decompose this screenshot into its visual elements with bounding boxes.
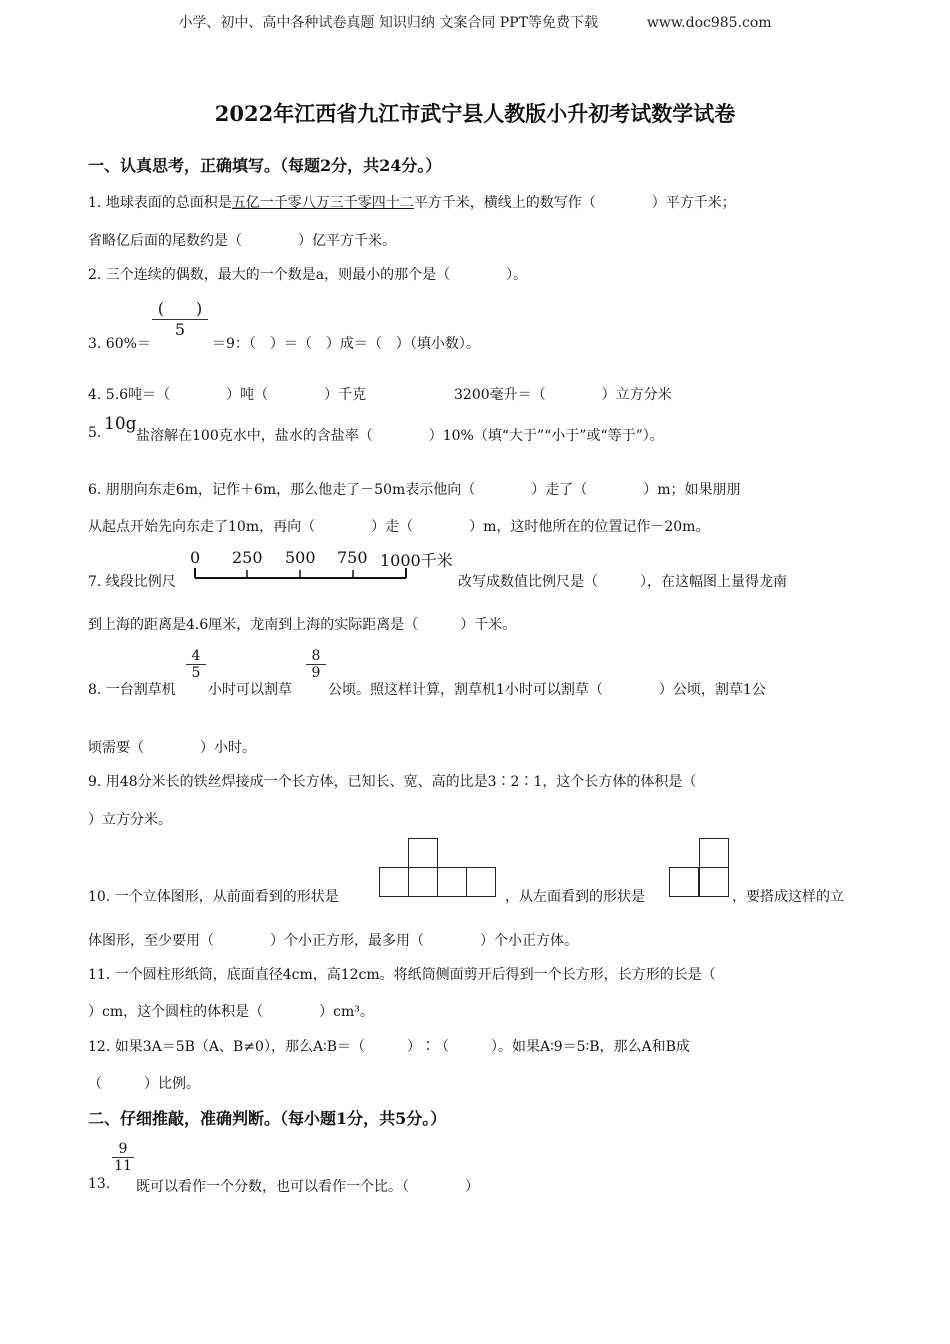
question-11-line-1: 11. 一个圆柱形纸筒，底面直径4cm，高12cm。将纸筒侧面剪开后得到一个长方形，长方形的长是（ bbox=[88, 967, 716, 983]
q8-fraction-1 bbox=[186, 648, 206, 681]
q3-fraction bbox=[152, 296, 208, 339]
question-1-line-2: 省略亿后面的尾数约是（ ）亿平方千米。 bbox=[88, 233, 396, 249]
q13-frac-den: 11 bbox=[114, 1158, 132, 1174]
q5-pre: 5. bbox=[88, 425, 102, 441]
left-view-cell bbox=[669, 867, 699, 897]
q3-frac-num: ( ) bbox=[157, 299, 203, 318]
front-view-cell bbox=[408, 838, 438, 868]
q3-frac-den: 5 bbox=[174, 320, 186, 339]
q8-fraction-2 bbox=[306, 648, 326, 681]
front-view-cell bbox=[379, 867, 409, 897]
q8-f2-num: 8 bbox=[311, 648, 321, 664]
question-1-line-1 bbox=[88, 192, 736, 212]
q13-post: 既可以看作一个分数，也可以看作一个比。（ ） bbox=[136, 1179, 479, 1195]
question-12-line-2: （ ）比例。 bbox=[88, 1076, 200, 1092]
q7-pre: 7. 线段比例尺 bbox=[88, 574, 176, 590]
q8-mid: 小时可以割草 bbox=[208, 682, 292, 698]
scale-label-1000: 1000千米 bbox=[380, 551, 453, 570]
q10-pre: 10. 一个立体图形，从前面看到的形状是 bbox=[88, 889, 339, 905]
q1-underlined: 五亿一千零八万三千零四十二 bbox=[231, 195, 414, 211]
question-11-line-2: ）cm，这个圆柱的体积是（ ）cm³。 bbox=[88, 1004, 374, 1020]
q13-frac-num: 9 bbox=[118, 1141, 128, 1157]
q8-f1-num: 4 bbox=[191, 648, 201, 664]
q8-post: 公顷。照这样计算，割草机1小时可以割草（ ）公顷，割草1公 bbox=[328, 682, 766, 698]
question-9-line-1: 9. 用48分米长的铁丝焊接成一个长方体，已知长、宽、高的比是3∶2∶1，这个长方体的体积是（ bbox=[88, 774, 697, 790]
question-2: 2. 三个连续的偶数，最大的一个数是a，则最小的那个是（ ）。 bbox=[88, 267, 528, 283]
q5-post: 盐溶解在100克水中，盐水的含盐率（ ）10%（填“大于”“小于”或“等于”）。 bbox=[136, 428, 664, 444]
front-view-cell bbox=[408, 867, 438, 897]
scale-label-750: 750 bbox=[337, 548, 368, 567]
scale-bar bbox=[190, 548, 453, 582]
question-4-a: 4. 5.6吨＝（ ）吨（ ）千克 bbox=[88, 387, 367, 403]
question-6-line-2: 从起点开始先向东走了10m，再向（ ）走（ ）m，这时他所在的位置记作－20m。 bbox=[88, 519, 710, 535]
left-view-cell bbox=[699, 867, 729, 897]
q13-fraction bbox=[112, 1141, 134, 1174]
question-7-line-2: 到上海的距离是4.6厘米，龙南到上海的实际距离是（ ）千米。 bbox=[88, 617, 517, 633]
left-view-figure bbox=[669, 838, 731, 900]
scale-label-250: 250 bbox=[232, 548, 263, 567]
question-10-line-2: 体图形，至少要用（ ）个小正方形，最多用（ ）个小正方体。 bbox=[88, 933, 578, 949]
question-9-line-2: ）立方分米。 bbox=[88, 812, 172, 828]
question-12-line-1: 12. 如果3A＝5B（A、B≠0），那么A∶B＝（ ）∶（ ）。如果A∶9＝5∶B，那么A和B成 bbox=[88, 1039, 690, 1055]
question-8-line-2: 顷需要（ ）小时。 bbox=[88, 740, 256, 756]
question-6-line-1: 6. 朋朋向东走6m，记作＋6m，那么他走了－50m表示他向（ ）走了（ ）m；如果朋朋 bbox=[88, 482, 741, 498]
q5-mass: 10g bbox=[104, 414, 137, 434]
front-view-figure bbox=[379, 838, 501, 900]
scale-label-500: 500 bbox=[285, 548, 316, 567]
q1-post: 平方千米，横线上的数写作（ ）平方千米； bbox=[413, 195, 736, 211]
page-header bbox=[0, 12, 950, 32]
front-view-cell bbox=[437, 867, 467, 897]
q3-post: ＝9：（ ）＝（ ）成＝（ ）（填小数）。 bbox=[212, 336, 480, 352]
q10-post: ，要搭成这样的立 bbox=[732, 889, 844, 905]
q8-pre: 8. 一台割草机 bbox=[88, 682, 176, 698]
q7-post: 改写成数值比例尺是（ ），在这幅图上量得龙南 bbox=[458, 574, 787, 590]
question-4-b: 3200毫升＝（ ）立方分米 bbox=[454, 387, 672, 403]
q8-f2-den: 9 bbox=[311, 665, 321, 681]
q3-pre: 3. 60%＝ bbox=[88, 336, 151, 352]
front-view-cell bbox=[466, 867, 496, 897]
header-site: www.doc985.com bbox=[646, 15, 772, 31]
q13-pre: 13. bbox=[88, 1176, 111, 1192]
header-text: 小学、初中、高中各种试卷真题 知识归纳 文案合同 PPT等免费下载 bbox=[178, 15, 598, 31]
q8-f1-den: 5 bbox=[191, 665, 201, 681]
left-view-cell bbox=[699, 838, 729, 868]
scale-label-0: 0 bbox=[190, 548, 201, 567]
section-1-heading: 一、认真思考，正确填写。（每题2分，共24分。） bbox=[88, 156, 442, 175]
exam-title: 2022年江西省九江市武宁县人教版小升初考试数学试卷 bbox=[214, 101, 736, 126]
q1-pre: 1. 地球表面的总面积是 bbox=[88, 195, 232, 211]
section-2-heading: 二、仔细推敲，准确判断。（每小题1分，共5分。） bbox=[88, 1109, 447, 1128]
scale-line bbox=[194, 566, 409, 580]
q10-mid: ，从左面看到的形状是 bbox=[505, 889, 645, 905]
